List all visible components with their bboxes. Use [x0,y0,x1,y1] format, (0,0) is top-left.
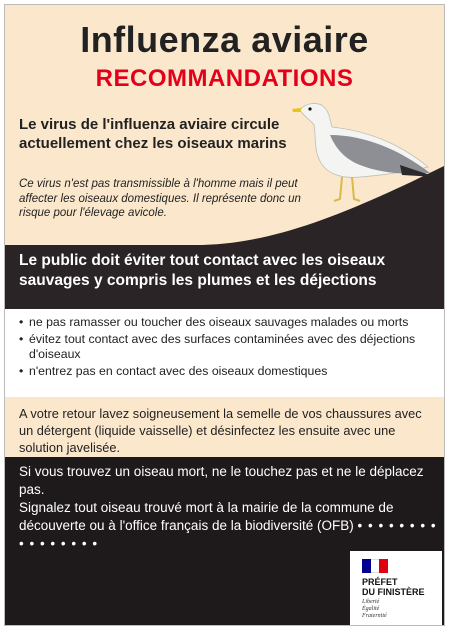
bullet-item: • n'entrez pas en contact avec des oiseaux domestiques [19,364,439,379]
dead-bird-report: Signalez tout oiseau trouvé mort à la mairie de la commune de découverte ou à l'office français de la biodiversité (OFB) [19,500,394,533]
dot-leader: • • • • • • • • • • • • • • • • [19,518,437,551]
motto-liberte: Liberté [362,599,380,605]
logo-line-2: DU FINISTÈRE [362,587,425,597]
intro-note: Ce virus n'est pas transmissible à l'homme mais il peut affecter les oiseaux domestiques. Il représente donc un risque pour l'élevage avicole. [19,178,301,219]
logo-line-1: PRÉFET [362,577,398,587]
dead-bird-line-2 [19,499,439,553]
bullet-list [19,315,439,381]
logo-motto [362,599,387,620]
dead-bird-line-1: Si vous trouvez un oiseau mort, ne le touchez pas et ne le déplacez pas. [19,464,424,497]
intro-headline: Le virus de l'influenza aviaire circule actuellement chez les oiseaux marins [19,116,287,152]
seagull-illustration [290,95,440,205]
french-flag-icon [362,559,388,573]
motto-fraternite: Fraternité [362,613,387,619]
public-warning: Le public doit éviter tout contact avec les oiseaux sauvages y compris les plumes et les déjections [19,252,386,289]
bullet-item: • ne pas ramasser ou toucher des oiseaux sauvages malades ou morts [19,315,439,330]
bullet-item: • évitez tout contact avec des surfaces contaminées avec des déjections d'oiseaux [19,332,439,362]
logo-title [362,577,425,597]
poster [4,4,445,626]
page-subtitle: RECOMMANDATIONS [95,65,354,92]
dead-bird-text [19,463,439,553]
motto-egalite: Égalité [362,606,380,612]
return-advice: A votre retour lavez soigneusement la semelle de vos chaussures avec un détergent (liquide vaisselle) et désinfectez les ensuite avec une solution javelisée. [19,406,422,455]
page-title: Influenza aviaire [80,19,369,60]
prefecture-logo [350,551,442,626]
